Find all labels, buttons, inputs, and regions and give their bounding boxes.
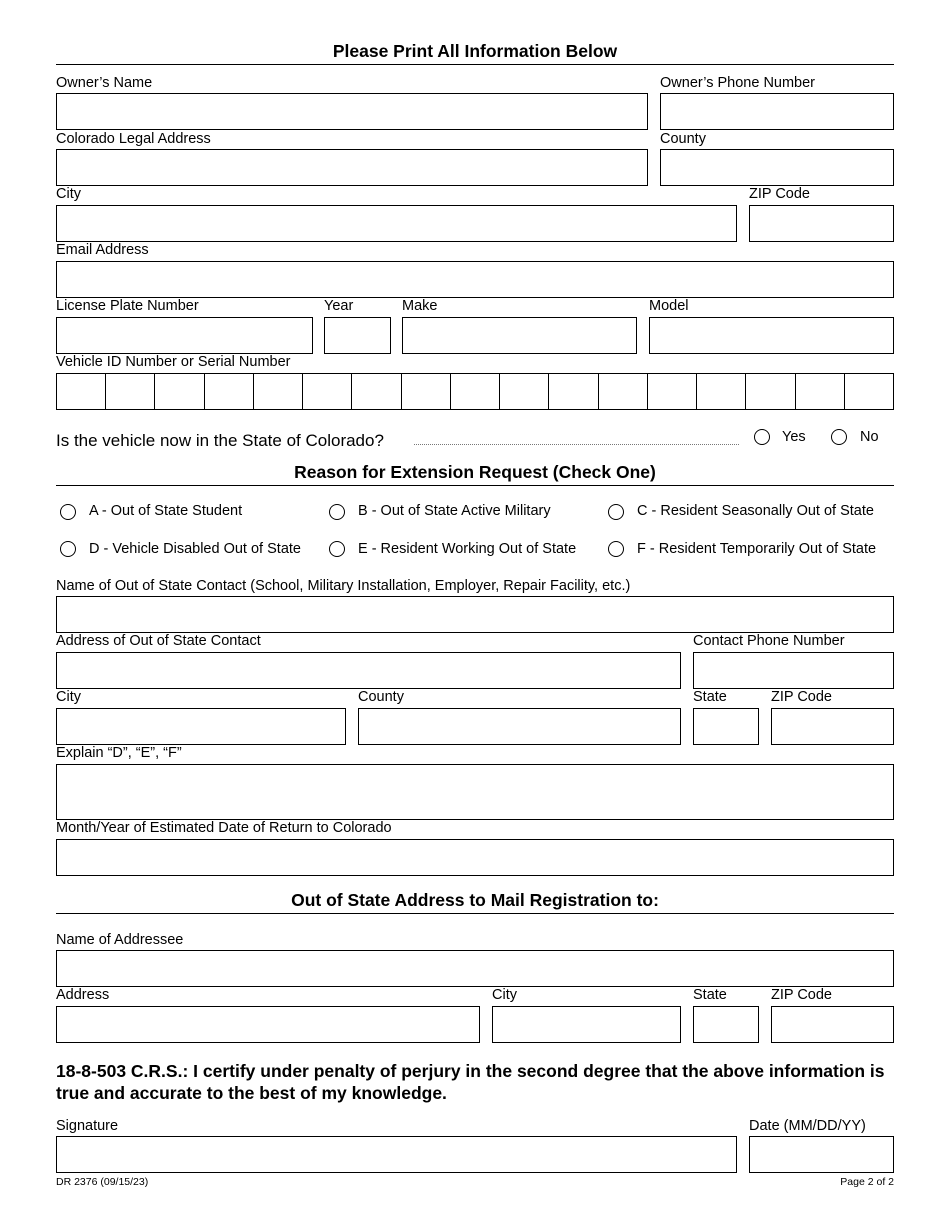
vin-label: Vehicle ID Number or Serial Number: [56, 354, 291, 370]
mailing-title: Out of State Address to Mail Registration to:: [291, 890, 659, 910]
contact-city-label: City: [56, 689, 81, 705]
mail-zip-label: ZIP Code: [771, 987, 832, 1003]
reason-e-label: E - Resident Working Out of State: [358, 541, 577, 557]
owner-county-field[interactable]: [660, 149, 894, 186]
mail-zip-field[interactable]: [771, 1006, 894, 1043]
make-label: Make: [402, 298, 438, 314]
mail-address-field[interactable]: [56, 1006, 480, 1043]
model-field[interactable]: [649, 317, 894, 354]
signature-field[interactable]: [56, 1136, 737, 1173]
owner-address-field[interactable]: [56, 149, 648, 186]
mail-city-field[interactable]: [492, 1006, 681, 1043]
mail-address-label: Address: [56, 987, 110, 1003]
explain-label: Explain “D”, “E”, “F”: [56, 745, 182, 761]
vin-char-cell[interactable]: [402, 374, 451, 409]
owner-phone-label: Owner’s Phone Number: [660, 75, 816, 91]
vin-char-cell[interactable]: [845, 374, 893, 409]
signature-date-label: Date (MM/DD/YY): [749, 1118, 866, 1134]
contact-zip-label: ZIP Code: [771, 689, 832, 705]
reason-d-radio[interactable]: [60, 541, 76, 557]
vin-char-cell[interactable]: [155, 374, 204, 409]
plate-label: License Plate Number: [56, 298, 199, 314]
vin-char-cell[interactable]: [205, 374, 254, 409]
owner-name-label: Owner’s Name: [56, 75, 153, 91]
signature-label: Signature: [56, 1118, 119, 1134]
owner-zip-label: ZIP Code: [749, 186, 810, 202]
mail-state-label: State: [693, 987, 727, 1003]
contact-name-label: Name of Out of State Contact (School, Military Installation, Employer, Repair Facility, etc.): [56, 578, 631, 594]
reason-title: Reason for Extension Request (Check One): [294, 462, 656, 482]
explain-field[interactable]: [56, 764, 894, 820]
question-leader-dots: [414, 444, 739, 445]
vin-char-cell[interactable]: [599, 374, 648, 409]
contact-county-label: County: [358, 689, 404, 705]
vin-char-cell[interactable]: [57, 374, 106, 409]
contact-phone-label: Contact Phone Number: [693, 633, 845, 649]
contact-state-field[interactable]: [693, 708, 759, 745]
owner-email-field[interactable]: [56, 261, 894, 298]
contact-county-field[interactable]: [358, 708, 681, 745]
reason-a-label: A - Out of State Student: [89, 503, 243, 519]
year-label: Year: [324, 298, 354, 314]
owner-address-label: Colorado Legal Address: [56, 131, 211, 147]
no-label: No: [860, 429, 879, 445]
owner-city-field[interactable]: [56, 205, 737, 242]
vin-field[interactable]: [56, 373, 894, 410]
reason-f-radio[interactable]: [608, 541, 624, 557]
contact-phone-field[interactable]: [693, 652, 894, 689]
reason-b-radio[interactable]: [329, 504, 345, 520]
signature-date-field[interactable]: [749, 1136, 894, 1173]
contact-zip-field[interactable]: [771, 708, 894, 745]
page-number: Page 2 of 2: [840, 1176, 894, 1188]
vin-char-cell[interactable]: [746, 374, 795, 409]
vin-char-cell[interactable]: [303, 374, 352, 409]
vin-char-cell[interactable]: [697, 374, 746, 409]
contact-city-field[interactable]: [56, 708, 346, 745]
reason-e-radio[interactable]: [329, 541, 345, 557]
owner-email-label: Email Address: [56, 242, 149, 258]
contact-address-label: Address of Out of State Contact: [56, 633, 261, 649]
reason-b-label: B - Out of State Active Military: [358, 503, 551, 519]
vin-char-cell[interactable]: [796, 374, 845, 409]
header-rule: [56, 64, 894, 65]
return-date-field[interactable]: [56, 839, 894, 876]
no-radio[interactable]: [831, 429, 847, 445]
vin-char-cell[interactable]: [254, 374, 303, 409]
mail-city-label: City: [492, 987, 517, 1003]
reason-rule: [56, 485, 894, 486]
mailing-rule: [56, 913, 894, 914]
yes-label: Yes: [782, 429, 806, 445]
reason-c-radio[interactable]: [608, 504, 624, 520]
owner-county-label: County: [660, 131, 706, 147]
yes-radio[interactable]: [754, 429, 770, 445]
vin-char-cell[interactable]: [106, 374, 155, 409]
return-date-label: Month/Year of Estimated Date of Return to Colorado: [56, 820, 392, 836]
year-field[interactable]: [324, 317, 391, 354]
page-title: Please Print All Information Below: [332, 41, 618, 61]
vin-char-cell[interactable]: [549, 374, 598, 409]
reason-c-label: C - Resident Seasonally Out of State: [637, 503, 874, 519]
vin-char-cell[interactable]: [352, 374, 401, 409]
contact-state-label: State: [693, 689, 727, 705]
form-id: DR 2376 (09/15/23): [56, 1176, 149, 1188]
make-field[interactable]: [402, 317, 637, 354]
vin-char-cell[interactable]: [451, 374, 500, 409]
plate-field[interactable]: [56, 317, 313, 354]
contact-name-field[interactable]: [56, 596, 894, 633]
certification-statement: 18-8-503 C.R.S.: I certify under penalty of perjury in the second degree that the above information is true and accurate to the best of my knowledge.: [56, 1061, 885, 1103]
vin-char-cell[interactable]: [648, 374, 697, 409]
reason-d-label: D - Vehicle Disabled Out of State: [89, 541, 301, 557]
contact-address-field[interactable]: [56, 652, 681, 689]
in-state-question: Is the vehicle now in the State of Colorado?: [56, 431, 384, 450]
model-label: Model: [649, 298, 689, 314]
reason-f-label: F - Resident Temporarily Out of State: [637, 541, 877, 557]
owner-phone-field[interactable]: [660, 93, 894, 130]
mail-state-field[interactable]: [693, 1006, 759, 1043]
vin-char-cell[interactable]: [500, 374, 549, 409]
addressee-label: Name of Addressee: [56, 932, 184, 948]
owner-name-field[interactable]: [56, 93, 648, 130]
addressee-field[interactable]: [56, 950, 894, 987]
owner-zip-field[interactable]: [749, 205, 894, 242]
reason-a-radio[interactable]: [60, 504, 76, 520]
owner-city-label: City: [56, 186, 81, 202]
